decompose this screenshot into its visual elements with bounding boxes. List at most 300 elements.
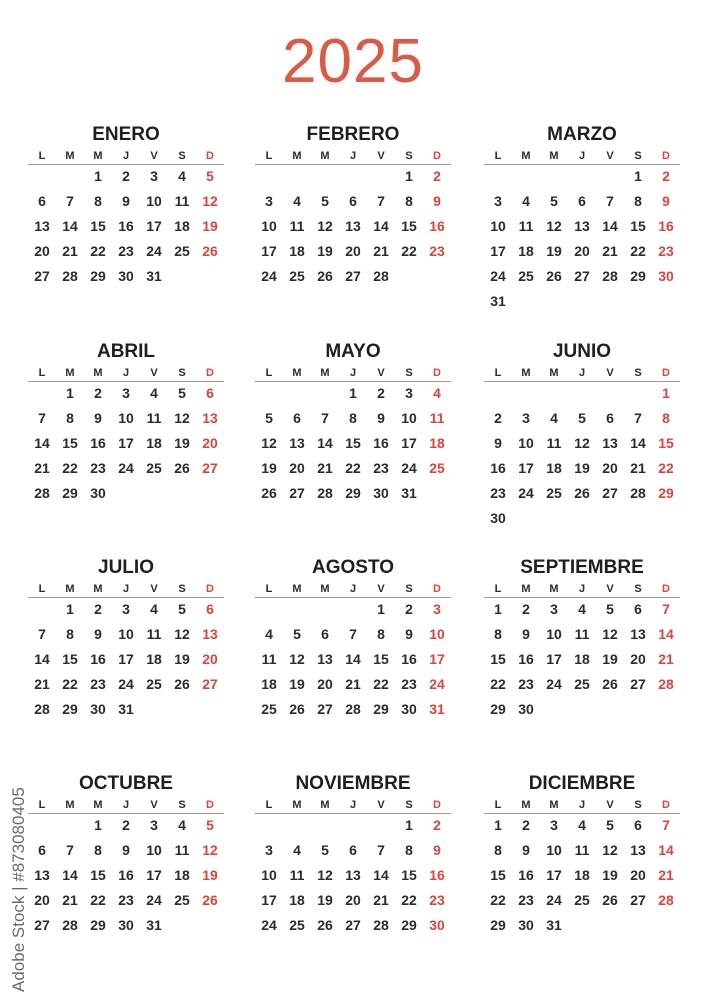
day-number: 31 (490, 293, 506, 309)
day-number: 23 (90, 676, 106, 692)
day-number: 10 (261, 867, 277, 883)
weekday-label: J (578, 799, 586, 811)
day-number: 25 (146, 460, 162, 476)
weekday-label: S (178, 367, 186, 379)
day-number: 6 (349, 842, 357, 858)
weekday-label: D (206, 367, 214, 379)
day-number: 26 (317, 917, 333, 933)
weekday-header (255, 583, 451, 598)
day-number: 6 (293, 410, 301, 426)
weekday-label: M (521, 583, 531, 595)
month-name: MARZO (547, 124, 617, 145)
day-number: 5 (550, 193, 558, 209)
day-number: 25 (574, 892, 590, 908)
day-number: 9 (94, 410, 102, 426)
day-number: 7 (606, 193, 614, 209)
sunday-day-number: 14 (658, 626, 674, 642)
day-number: 16 (90, 651, 106, 667)
day-number: 24 (261, 917, 277, 933)
month-name: SEPTIEMBRE (520, 557, 644, 578)
day-number: 17 (261, 243, 277, 259)
sunday-day-number: 21 (658, 651, 674, 667)
day-number: 18 (146, 435, 162, 451)
day-number: 29 (490, 701, 506, 717)
days-grid (28, 384, 224, 539)
day-number: 22 (90, 243, 106, 259)
day-number: 10 (518, 435, 534, 451)
day-number: 23 (373, 460, 389, 476)
weekday-label: M (65, 799, 75, 811)
weekday-label: J (578, 150, 586, 162)
day-number: 30 (401, 701, 417, 717)
day-number: 9 (122, 842, 130, 858)
day-number: 25 (261, 701, 277, 717)
day-number: 19 (574, 460, 590, 476)
day-number: 15 (90, 867, 106, 883)
day-number: 4 (578, 817, 586, 833)
day-number: 31 (146, 268, 162, 284)
weekday-label: V (606, 583, 614, 595)
day-number: 20 (630, 651, 646, 667)
weekday-label: S (405, 367, 413, 379)
day-number: 24 (401, 460, 417, 476)
weekday-header (484, 583, 680, 598)
day-number: 10 (118, 410, 134, 426)
weekday-label: S (634, 150, 642, 162)
sunday-day-number: 19 (202, 867, 218, 883)
weekday-label: L (38, 150, 46, 162)
day-number: 12 (602, 842, 618, 858)
weekday-label: S (178, 150, 186, 162)
weekday-label: M (65, 583, 75, 595)
days-grid (28, 816, 224, 971)
day-number: 8 (634, 193, 642, 209)
day-number: 13 (345, 867, 361, 883)
day-number: 22 (401, 243, 417, 259)
day-number: 31 (546, 917, 562, 933)
day-number: 11 (146, 410, 162, 426)
day-number: 4 (150, 385, 158, 401)
month-enero (28, 123, 224, 323)
day-number: 1 (66, 601, 74, 617)
sunday-day-number: 23 (658, 243, 674, 259)
sunday-day-number: 15 (658, 435, 674, 451)
day-number: 29 (490, 917, 506, 933)
day-number: 10 (490, 218, 506, 234)
day-number: 28 (345, 701, 361, 717)
day-number: 18 (518, 243, 534, 259)
sunday-day-number: 27 (202, 460, 218, 476)
day-number: 28 (373, 268, 389, 284)
weekday-label: D (662, 799, 670, 811)
day-number: 1 (405, 168, 413, 184)
day-number: 19 (317, 892, 333, 908)
weekday-label: S (634, 799, 642, 811)
sunday-day-number: 13 (202, 626, 218, 642)
weekday-header (28, 150, 224, 165)
day-number: 13 (630, 842, 646, 858)
day-number: 18 (546, 460, 562, 476)
weekday-label: D (662, 150, 670, 162)
day-number: 27 (630, 676, 646, 692)
day-number: 29 (401, 917, 417, 933)
weekday-label: V (606, 367, 614, 379)
day-number: 4 (150, 601, 158, 617)
month-junio (484, 340, 680, 540)
day-number: 2 (94, 601, 102, 617)
sunday-day-number: 21 (658, 867, 674, 883)
weekday-label: M (549, 367, 559, 379)
day-number: 9 (522, 842, 530, 858)
day-number: 15 (401, 218, 417, 234)
sunday-day-number: 28 (658, 892, 674, 908)
weekday-label: M (549, 583, 559, 595)
day-number: 19 (289, 676, 305, 692)
weekday-label: D (206, 799, 214, 811)
weekday-label: M (93, 583, 103, 595)
weekday-label: J (122, 367, 130, 379)
weekday-label: J (349, 367, 357, 379)
day-number: 3 (122, 601, 130, 617)
day-number: 2 (377, 385, 385, 401)
month-agosto (255, 556, 451, 756)
weekday-label: M (65, 150, 75, 162)
weekday-header (484, 150, 680, 165)
day-number: 18 (174, 218, 190, 234)
stock-watermark-text: Adobe Stock | #873080405 (9, 787, 28, 992)
weekday-label: M (521, 799, 531, 811)
day-number: 6 (349, 193, 357, 209)
day-number: 9 (494, 435, 502, 451)
day-number: 9 (405, 626, 413, 642)
sunday-day-number: 26 (202, 243, 218, 259)
day-number: 3 (265, 193, 273, 209)
day-number: 12 (546, 218, 562, 234)
day-number: 15 (345, 435, 361, 451)
day-number: 2 (122, 817, 130, 833)
day-number: 26 (289, 701, 305, 717)
day-number: 17 (146, 867, 162, 883)
day-number: 23 (518, 676, 534, 692)
day-number: 11 (574, 626, 590, 642)
day-number: 26 (174, 676, 190, 692)
day-number: 9 (522, 626, 530, 642)
day-number: 19 (546, 243, 562, 259)
day-number: 26 (317, 268, 333, 284)
day-number: 16 (518, 651, 534, 667)
day-number: 14 (317, 435, 333, 451)
month-julio (28, 556, 224, 756)
day-number: 14 (345, 651, 361, 667)
day-number: 16 (518, 867, 534, 883)
weekday-label: L (38, 367, 46, 379)
day-number: 1 (494, 817, 502, 833)
day-number: 4 (178, 168, 186, 184)
weekday-label: D (662, 583, 670, 595)
day-number: 16 (118, 218, 134, 234)
weekday-label: V (606, 799, 614, 811)
day-number: 3 (494, 193, 502, 209)
day-number: 19 (261, 460, 277, 476)
day-number: 31 (401, 485, 417, 501)
day-number: 30 (118, 268, 134, 284)
month-name: FEBRERO (306, 124, 400, 145)
weekday-label: L (494, 799, 502, 811)
day-number: 2 (522, 601, 530, 617)
day-number: 13 (34, 218, 50, 234)
day-number: 13 (34, 867, 50, 883)
weekday-label: M (292, 367, 302, 379)
day-number: 19 (174, 435, 190, 451)
day-number: 5 (178, 385, 186, 401)
days-grid (28, 600, 224, 755)
day-number: 26 (574, 485, 590, 501)
day-number: 24 (118, 676, 134, 692)
day-number: 22 (373, 676, 389, 692)
day-number: 13 (574, 218, 590, 234)
day-number: 18 (146, 651, 162, 667)
sunday-day-number: 1 (662, 385, 670, 401)
day-number: 23 (90, 460, 106, 476)
month-name: OCTUBRE (79, 773, 173, 794)
day-number: 8 (405, 842, 413, 858)
day-number: 12 (317, 867, 333, 883)
day-number: 23 (518, 892, 534, 908)
day-number: 11 (518, 218, 534, 234)
weekday-label: L (494, 150, 502, 162)
day-number: 14 (373, 218, 389, 234)
day-number: 8 (66, 626, 74, 642)
day-number: 21 (345, 676, 361, 692)
day-number: 11 (174, 842, 190, 858)
sunday-day-number: 13 (202, 410, 218, 426)
day-number: 21 (373, 892, 389, 908)
day-number: 24 (118, 460, 134, 476)
weekday-label: M (292, 150, 302, 162)
day-number: 6 (634, 817, 642, 833)
day-number: 21 (34, 676, 50, 692)
day-number: 15 (490, 867, 506, 883)
day-number: 4 (293, 842, 301, 858)
weekday-label: M (320, 367, 330, 379)
sunday-day-number: 2 (433, 817, 441, 833)
weekday-label: L (38, 583, 46, 595)
day-number: 23 (490, 485, 506, 501)
day-number: 20 (289, 460, 305, 476)
day-number: 1 (377, 601, 385, 617)
day-number: 15 (373, 651, 389, 667)
day-number: 19 (174, 651, 190, 667)
day-number: 10 (146, 842, 162, 858)
weekday-label: J (578, 367, 586, 379)
day-number: 21 (62, 892, 78, 908)
day-number: 12 (317, 218, 333, 234)
day-number: 28 (630, 485, 646, 501)
sunday-day-number: 20 (202, 435, 218, 451)
day-number: 18 (574, 867, 590, 883)
day-number: 21 (630, 460, 646, 476)
day-number: 23 (118, 243, 134, 259)
day-number: 22 (345, 460, 361, 476)
day-number: 22 (490, 676, 506, 692)
day-number: 3 (550, 601, 558, 617)
day-number: 10 (546, 626, 562, 642)
day-number: 22 (401, 892, 417, 908)
day-number: 31 (146, 917, 162, 933)
weekday-label: J (122, 799, 130, 811)
day-number: 13 (602, 435, 618, 451)
sunday-day-number: 23 (429, 892, 445, 908)
weekday-label: S (634, 583, 642, 595)
day-number: 3 (522, 410, 530, 426)
weekday-label: M (549, 799, 559, 811)
day-number: 28 (602, 268, 618, 284)
sunday-day-number: 5 (206, 168, 214, 184)
day-number: 12 (289, 651, 305, 667)
day-number: 11 (546, 435, 562, 451)
day-number: 8 (405, 193, 413, 209)
day-number: 21 (34, 460, 50, 476)
sunday-day-number: 10 (429, 626, 445, 642)
day-number: 16 (118, 867, 134, 883)
weekday-label: J (349, 583, 357, 595)
day-number: 25 (289, 268, 305, 284)
day-number: 11 (261, 651, 277, 667)
weekday-label: D (206, 150, 214, 162)
weekday-label: D (662, 367, 670, 379)
sunday-day-number: 6 (206, 601, 214, 617)
day-number: 19 (602, 867, 618, 883)
day-number: 14 (34, 435, 50, 451)
day-number: 10 (118, 626, 134, 642)
day-number: 22 (90, 892, 106, 908)
weekday-label: M (292, 583, 302, 595)
day-number: 12 (602, 626, 618, 642)
day-number: 30 (90, 701, 106, 717)
day-number: 11 (574, 842, 590, 858)
day-number: 8 (66, 410, 74, 426)
month-name: DICIEMBRE (528, 773, 636, 794)
day-number: 17 (546, 867, 562, 883)
day-number: 13 (630, 626, 646, 642)
day-number: 3 (405, 385, 413, 401)
month-noviembre (255, 772, 451, 972)
weekday-label: D (433, 367, 441, 379)
day-number: 8 (94, 842, 102, 858)
weekday-label: L (38, 799, 46, 811)
day-number: 18 (261, 676, 277, 692)
month-name: JULIO (98, 557, 154, 578)
weekday-label: M (549, 150, 559, 162)
day-number: 29 (373, 701, 389, 717)
day-number: 13 (317, 651, 333, 667)
day-number: 29 (630, 268, 646, 284)
day-number: 27 (574, 268, 590, 284)
month-name: NOVIEMBRE (295, 773, 411, 794)
day-number: 12 (261, 435, 277, 451)
days-grid (484, 384, 680, 539)
sunday-day-number: 9 (433, 842, 441, 858)
day-number: 24 (546, 892, 562, 908)
weekday-label: M (292, 799, 302, 811)
day-number: 3 (550, 817, 558, 833)
day-number: 5 (321, 842, 329, 858)
day-number: 23 (118, 892, 134, 908)
day-number: 26 (174, 460, 190, 476)
days-grid (255, 600, 451, 755)
day-number: 13 (345, 218, 361, 234)
sunday-day-number: 25 (429, 460, 445, 476)
sunday-day-number: 16 (658, 218, 674, 234)
weekday-label: V (377, 799, 385, 811)
day-number: 17 (118, 435, 134, 451)
weekday-header (484, 367, 680, 382)
day-number: 24 (490, 268, 506, 284)
month-name: AGOSTO (312, 557, 394, 578)
sunday-day-number: 14 (658, 842, 674, 858)
day-number: 6 (38, 193, 46, 209)
sunday-day-number: 30 (429, 917, 445, 933)
weekday-label: M (521, 367, 531, 379)
day-number: 30 (90, 485, 106, 501)
weekday-label: S (405, 583, 413, 595)
day-number: 5 (265, 410, 273, 426)
day-number: 30 (490, 510, 506, 526)
weekday-label: D (433, 799, 441, 811)
month-name: ABRIL (96, 341, 156, 362)
day-number: 22 (630, 243, 646, 259)
day-number: 24 (146, 892, 162, 908)
day-number: 15 (401, 867, 417, 883)
day-number: 27 (630, 892, 646, 908)
day-number: 29 (62, 485, 78, 501)
day-number: 30 (373, 485, 389, 501)
weekday-label: M (93, 150, 103, 162)
day-number: 23 (401, 676, 417, 692)
sunday-day-number: 19 (202, 218, 218, 234)
weekday-label: S (634, 367, 642, 379)
day-number: 17 (146, 218, 162, 234)
sunday-day-number: 2 (433, 168, 441, 184)
day-number: 22 (62, 460, 78, 476)
day-number: 27 (345, 268, 361, 284)
day-number: 20 (345, 892, 361, 908)
weekday-label: S (178, 583, 186, 595)
day-number: 8 (377, 626, 385, 642)
day-number: 1 (634, 168, 642, 184)
day-number: 16 (373, 435, 389, 451)
days-grid (255, 816, 451, 971)
day-number: 12 (574, 435, 590, 451)
day-number: 15 (490, 651, 506, 667)
sunday-day-number: 4 (433, 385, 441, 401)
sunday-day-number: 5 (206, 817, 214, 833)
day-number: 20 (345, 243, 361, 259)
day-number: 9 (94, 626, 102, 642)
day-number: 30 (118, 917, 134, 933)
day-number: 30 (518, 701, 534, 717)
day-number: 8 (94, 193, 102, 209)
day-number: 7 (321, 410, 329, 426)
month-mayo (255, 340, 451, 540)
day-number: 24 (518, 485, 534, 501)
day-number: 1 (94, 817, 102, 833)
day-number: 14 (602, 218, 618, 234)
day-number: 27 (345, 917, 361, 933)
weekday-label: L (494, 367, 502, 379)
day-number: 1 (494, 601, 502, 617)
weekday-label: D (433, 150, 441, 162)
